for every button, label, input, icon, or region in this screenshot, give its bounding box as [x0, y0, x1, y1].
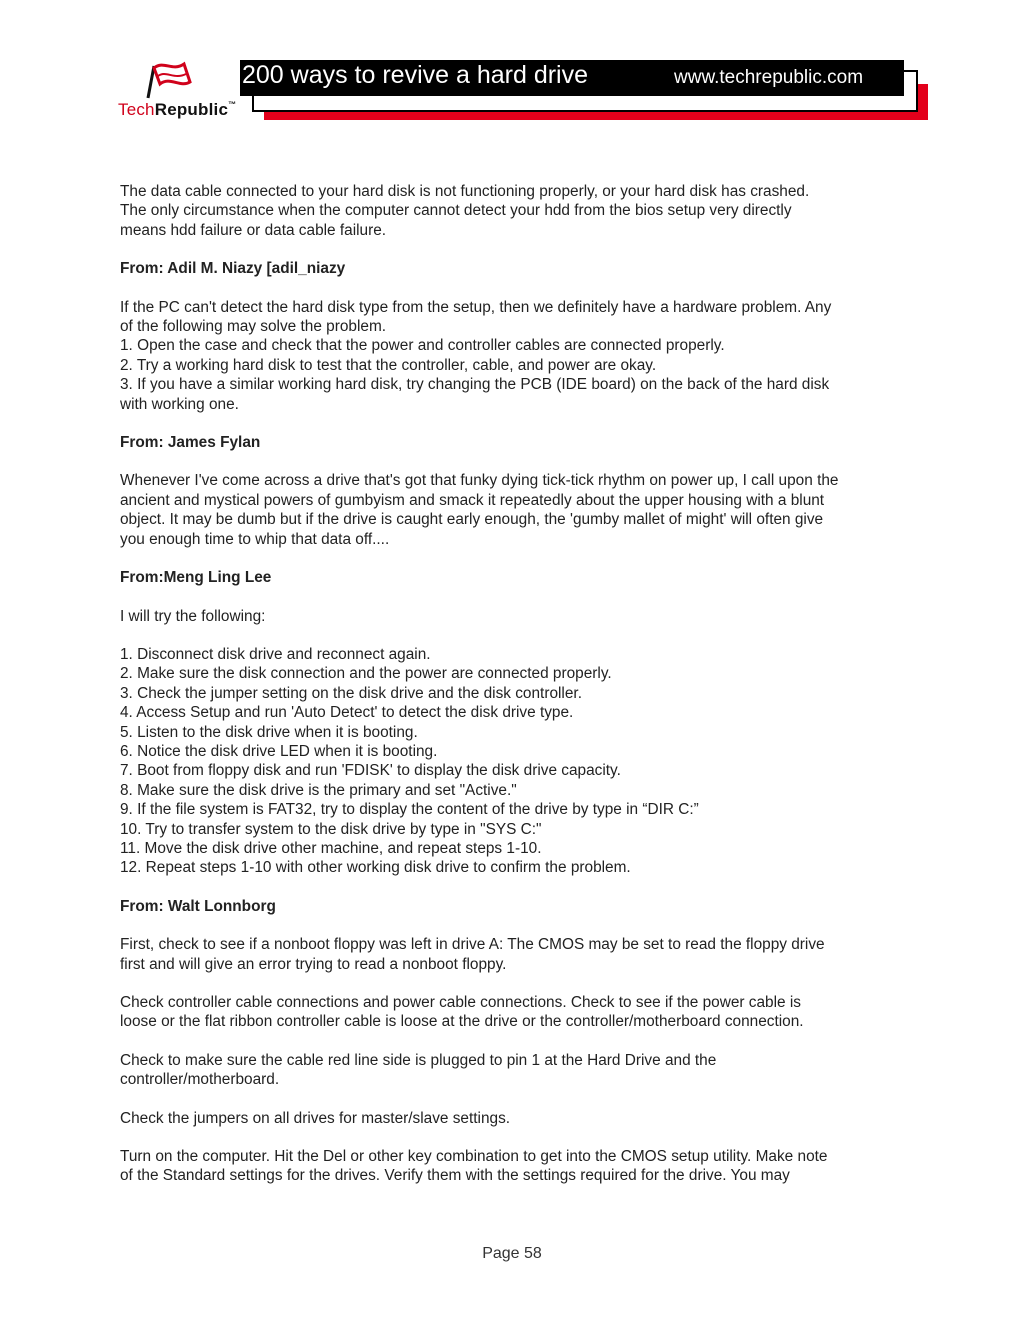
text-line: Check controller cable connections and power cable connections. Check to see if the power cable is [120, 994, 801, 1011]
list-item: 2. Try a working hard disk to test that the controller, cable, and power are okay. [120, 356, 657, 374]
list-item: 4. Access Setup and run 'Auto Detect' to detect the disk drive type. [120, 704, 574, 722]
logo-text-tech: Tech [118, 100, 155, 119]
text-line: Whenever I've come across a drive that's got that funky dying tick-tick rhythm on power up, I call upon the [120, 472, 839, 490]
section-intro-meng [120, 607, 910, 626]
paragraph-walt-1 [120, 935, 910, 974]
text-line: If the PC can't detect the hard disk type from the setup, then we definitely have a hardware problem. Any [120, 298, 832, 316]
list-item: 5. Listen to the disk drive when it is booting. [120, 723, 418, 741]
text-line: Check the jumpers on all drives for master/slave settings. [120, 1109, 511, 1127]
text-line: of the following may solve the problem. [120, 318, 387, 336]
text-line: object. It may be dumb but if the drive is caught early enough, the 'gumby mallet of might' will often give [120, 511, 824, 529]
text-line: with working one. [120, 395, 239, 413]
list-item: 3. Check the jumper setting on the disk drive and the disk controller. [120, 684, 582, 702]
paragraph-walt-2 [120, 993, 910, 1032]
paragraph-walt-3 [120, 1051, 910, 1090]
numbered-list-meng [120, 645, 910, 878]
text-line: The data cable connected to your hard disk is not functioning properly, or your hard disk has crashed. [120, 183, 810, 200]
list-item: 3. If you have a similar working hard disk, try changing the PCB (IDE board) on the back of the hard disk [120, 376, 830, 394]
list-item: 6. Notice the disk drive LED when it is booting. [120, 742, 438, 760]
flag-icon [142, 56, 202, 102]
section-body-james [120, 471, 910, 549]
logo-text-republic: Republic [154, 100, 229, 119]
list-item: 12. Repeat steps 1-10 with other working disk drive to confirm the problem. [120, 859, 631, 877]
text-line: Turn on the computer. Hit the Del or other key combination to get into the CMOS setup utility. Make note [120, 1148, 828, 1166]
header-url-link[interactable]: www.techrepublic.com [674, 67, 864, 88]
techrepublic-logo [112, 56, 242, 126]
text-line: means hdd failure or data cable failure. [120, 221, 387, 239]
list-item: 1. Open the case and check that the power and controller cables are connected properly. [120, 337, 725, 355]
list-item: 7. Boot from floppy disk and run 'FDISK' to display the disk drive capacity. [120, 762, 621, 780]
list-item: 2. Make sure the disk connection and the power are connected properly. [120, 665, 612, 683]
document-title: 200 ways to revive a hard drive [242, 61, 589, 89]
text-line: I will try the following: [120, 607, 266, 625]
text-line: The only circumstance when the computer cannot detect your hdd from the bios setup very directly [120, 202, 792, 220]
text-line: of the Standard settings for the drives. Verify them with the settings required for the drive. You may [120, 1167, 790, 1185]
section-body-adil [120, 298, 910, 414]
logo-trademark: ™ [228, 100, 237, 109]
text-line: first and will give an error trying to read a nonboot floppy. [120, 955, 507, 973]
text-line: Check to make sure the cable red line side is plugged to pin 1 at the Hard Drive and the [120, 1051, 717, 1069]
list-item: 11. Move the disk drive other machine, and repeat steps 1-10. [120, 839, 542, 857]
text-line: ancient and mystical powers of gumbyism and smack it repeatedly about the upper housing with a blunt [120, 491, 825, 509]
intro-paragraph [120, 182, 910, 240]
page-number: Page 58 [482, 1245, 542, 1262]
text-line: First, check to see if a nonboot floppy was left in drive A: The CMOS may be set to read the floppy drive [120, 936, 825, 954]
section-heading-walt: From: Walt Lonnborg [120, 897, 276, 915]
list-item: 10. Try to transfer system to the disk drive by type in "SYS C:" [120, 820, 542, 838]
text-line: loose or the flat ribbon controller cable is loose at the drive or the controller/motherboard connection. [120, 1013, 804, 1031]
section-heading-adil: From: Adil M. Niazy [adil_niazy [120, 260, 346, 278]
logo-wordmark [118, 100, 236, 120]
page-content [120, 182, 910, 1205]
list-item: 8. Make sure the disk drive is the primary and set "Active." [120, 781, 517, 799]
paragraph-walt-4 [120, 1109, 910, 1128]
text-line: you enough time to whip that data off.... [120, 530, 390, 548]
list-item: 1. Disconnect disk drive and reconnect again. [120, 645, 431, 663]
section-heading-james: From: James Fylan [120, 434, 261, 452]
section-heading-meng: From:Meng Ling Lee [120, 569, 272, 587]
text-line: controller/motherboard. [120, 1071, 280, 1089]
list-item: 9. If the file system is FAT32, try to display the content of the drive by type in “DIR C:” [120, 801, 699, 819]
paragraph-walt-5 [120, 1147, 910, 1186]
